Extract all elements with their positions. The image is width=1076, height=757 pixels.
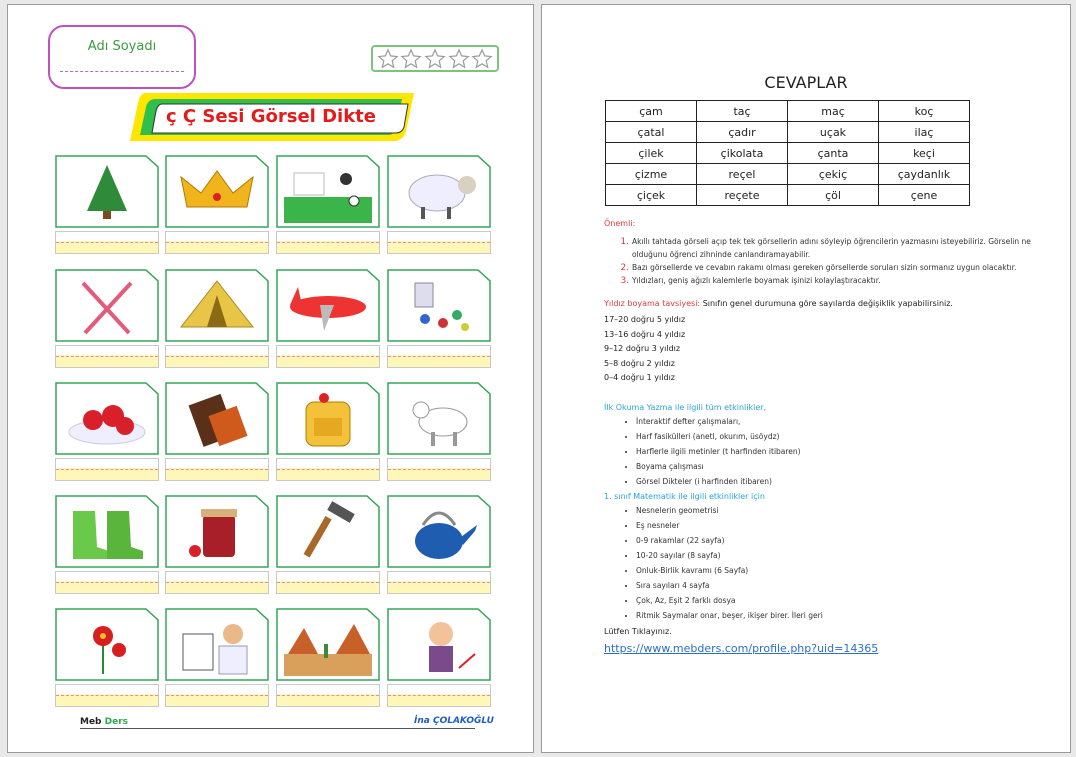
answer-field[interactable] [276,345,380,368]
list-item: • Çok, Az, Eşit 2 farklı dosya [636,593,823,608]
answer-field[interactable] [165,231,269,254]
important-label: Önemli: [604,219,636,228]
table-row [606,101,970,122]
forks-icon [63,275,151,337]
list-item: • 10-20 sayılar (8 sayfa) [636,548,823,563]
table-cell: çikolata [697,143,788,164]
answer-field[interactable] [276,571,380,594]
table-cell: çanta [788,143,879,164]
doctor-icon [173,614,261,676]
pills-icon [395,275,483,337]
list-item: 17–20 doğru 5 yıldız [604,315,686,324]
answer-field[interactable] [55,684,159,707]
worksheet-page [7,4,534,753]
table-cell: çadır [697,122,788,143]
table-cell: çene [879,185,970,206]
math-heading: 1. sınıf Matematik ile ilgili etkinlikler için [604,492,765,501]
crown-icon [173,161,261,223]
answer-field[interactable] [276,458,380,481]
list-item: 1. Akıllı tahtada görseli açıp tek tek görsellerin adını söyleyip öğrencilerin yazmasını isteyebiliriz. Görselin ne olduğunu öğrenci zihninde canlandıramayabilir. [632,235,1037,261]
answers-title: CEVAPLAR [764,73,848,92]
list-item: 0–4 doğru 1 yıldız [604,373,675,382]
footer-author: İna ÇOLAKOĞLU [414,716,494,726]
list-item: 2. Bazı görsellerde ve cevabın rakamı olması gereken görsellerde soruları sizin sormanız uygun olacaktır. [632,261,1037,274]
name-line [60,71,184,72]
table-cell: maç [788,101,879,122]
table-cell: ilaç [879,122,970,143]
notes-list [604,235,1037,287]
answer-field[interactable] [55,571,159,594]
table-cell: çatal [606,122,697,143]
tree-icon [63,161,151,223]
star-rating [371,45,499,72]
answer-field[interactable] [165,684,269,707]
name-box [48,25,196,89]
list-item: • 0-9 rakamlar (22 sayfa) [636,533,823,548]
strawberries-icon [63,388,151,450]
answer-field[interactable] [387,231,491,254]
table-row [606,185,970,206]
star-icon [377,48,399,70]
man-icon [395,614,483,676]
list-item: 5–8 doğru 2 yıldız [604,358,675,368]
answer-field[interactable] [55,345,159,368]
list-item: 13–16 doğru 4 yıldız [604,329,686,339]
footer-line [80,728,475,729]
goat-icon [395,388,483,450]
answers-page [541,4,1071,753]
reading-list [604,414,801,489]
name-label: Adı Soyadı [87,39,157,54]
list-item: • Harf fasikülleri (anetl, okurım, üsöydz) [636,429,801,444]
answer-field[interactable] [55,458,159,481]
table-cell: çiçek [606,185,697,206]
answer-field[interactable] [387,458,491,481]
star-levels [604,313,685,386]
answer-field[interactable] [165,571,269,594]
list-item: 9–12 doğru 3 yıldız [604,344,681,353]
star-tip: Yıldız boyama tavsiyesi: Sınıfın genel durumuna göre sayılarda değişiklik yapabilirsiniz. [604,299,953,308]
flower-icon [63,614,151,676]
profile-link[interactable]: https://www.mebders.com/profile.php?uid=14365 [604,642,879,655]
sheep-icon [395,161,483,223]
table-cell: reçete [697,185,788,206]
click-label: Lütfen Tıklayınız. [604,627,672,636]
answers-table [605,100,970,206]
answer-field[interactable] [276,684,380,707]
table-row [606,164,970,185]
table-cell: reçel [697,164,788,185]
answer-field[interactable] [387,571,491,594]
list-item: • Onluk-Birlik kavramı (6 Sayfa) [636,563,823,578]
answer-field[interactable] [165,458,269,481]
boots-icon [63,501,151,563]
table-cell: uçak [788,122,879,143]
list-item: • Eş nesneler [636,518,823,533]
title-banner [126,91,416,143]
table-row [606,122,970,143]
hammer-icon [284,501,372,563]
plane-icon [284,275,372,337]
list-item: • Sıra sayıları 4 sayfa [636,578,823,593]
tent-icon [173,275,261,337]
list-item: • İnteraktif defter çalışmaları, [636,414,801,429]
list-item: • Görsel Dikteler (i harfinden itibaren) [636,474,801,489]
worksheet-title: ç Ç Sesi Görsel Dikte [165,106,376,127]
table-cell: koç [879,101,970,122]
table-row [606,143,970,164]
football-icon [284,161,372,223]
star-icon [448,48,470,70]
math-list [604,503,823,623]
reading-heading: İlk Okuma Yazma ile ilgili tüm etkinlikler, [604,403,767,412]
answer-field[interactable] [165,345,269,368]
answer-field[interactable] [387,345,491,368]
list-item: • Boyama çalışması [636,459,801,474]
backpack-icon [284,388,372,450]
star-icon [424,48,446,70]
table-cell: çaydanlık [879,164,970,185]
star-icon [471,48,493,70]
table-cell: çilek [606,143,697,164]
table-cell: çam [606,101,697,122]
footer-brand: Meb Ders [80,717,129,727]
table-cell: keçi [879,143,970,164]
answer-field[interactable] [55,231,159,254]
table-cell: taç [697,101,788,122]
table-cell: çekiç [788,164,879,185]
list-item: • Harflerle ilgili metinler (t harfinden itibaren) [636,444,801,459]
kettle-icon [395,501,483,563]
jam-icon [173,501,261,563]
answer-field[interactable] [387,684,491,707]
star-icon [400,48,422,70]
table-cell: çizme [606,164,697,185]
chocolate-icon [173,388,261,450]
list-item: 3. Yıldızları, geniş ağızlı kalemlerle boyamak işinizi kolaylaştıracaktır. [632,274,1037,287]
answer-field[interactable] [276,231,380,254]
list-item: • Ritmik Saymalar onar, beşer, ikişer birer. İleri geri [636,608,823,623]
desert-icon [284,614,372,676]
list-item: • Nesnelerin geometrisi [636,503,823,518]
table-cell: çöl [788,185,879,206]
